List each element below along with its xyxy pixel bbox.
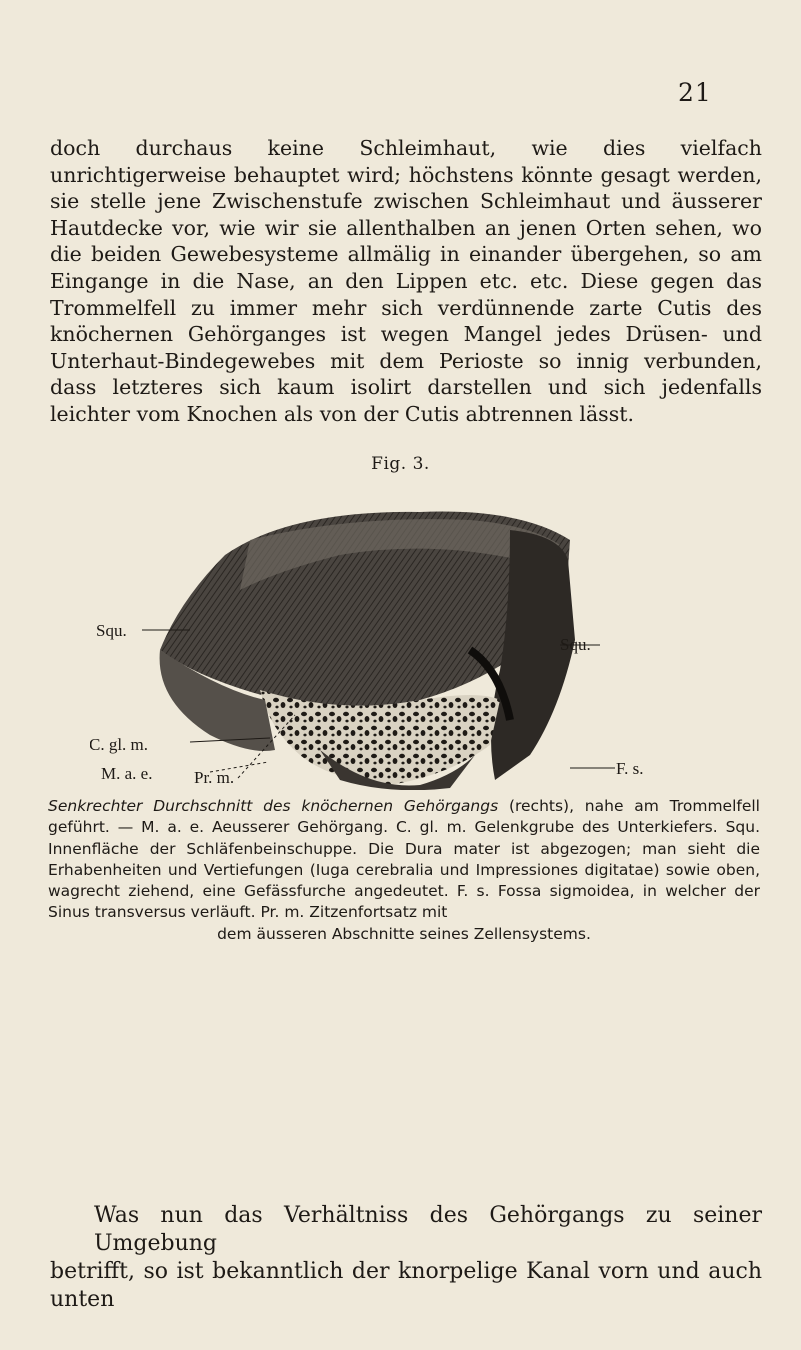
body-paragraph: doch durchaus keine Schleimhaut, wie dies vielfach unrichtigerweise behauptet wird; höchstens könnte gesagt werden, sie stelle jene Zwischenstufe zwischen Schleimhaut und äusserer Hautdecke vor, wie wir sie allenthalben an jenen Orten sehen, wo die beiden Gewebesysteme allmälig in einander übergehen, so am Eingange in die Nase, an den Lippen etc. etc. Diese gegen das Trommelfell zu immer mehr sich verdünnende zarte Cutis des knöchernen Gehörganges ist wegen Mangel jedes Drüsen- und Unterhaut-Bindegewebes mit dem Perioste so innig verbunden, dass letzteres sich kaum isolirt darstellen und sich jedenfalls leichter vom Knochen als von der Cutis abtrennen lässt. xyxy=(50,136,762,426)
caption-last-line: dem äusseren Abschnitte seines Zellensystems. xyxy=(217,924,591,943)
caption-body: (rechts), nahe am Trommelfell geführt. — M. a. e. Aeusserer Gehörgang. C. gl. m. Gelenkgrube des Unterkiefers. Squ. Innenfläche der Schläfenbeinschuppe. Die Dura mater ist abgezogen; man sieht die Erhabenheiten und Vertiefungen (Iuga cerebralia und Impressiones digitatae) sowie oben, wagrecht ziehend, eine Gefässfurche angedeutet. F. s. Fossa sigmoidea, in welcher der Sinus transversus verläuft. Pr. m. Zitzenfortsatz mit xyxy=(48,797,760,922)
label-squ-left: Squ. xyxy=(96,621,127,640)
label-fs: F. s. xyxy=(616,759,644,778)
label-cgl: C. gl. m. xyxy=(90,735,149,754)
paragraph-2-line-1: Was nun das Verhältniss des Gehörgangs zu seiner Umgebung xyxy=(94,1203,762,1256)
label-squ-right: Squ. xyxy=(560,635,591,654)
paragraph-2-line-2: betrifft, so ist bekanntlich der knorpelige Kanal vorn und auch unten xyxy=(50,1259,762,1312)
bone-section-drawing xyxy=(90,500,730,790)
label-mae: M. a. e. xyxy=(101,764,153,783)
figure-caption xyxy=(48,796,760,945)
page-number: 21 xyxy=(678,78,712,107)
figure-illustration xyxy=(90,500,730,790)
body-paragraph-2 xyxy=(50,1202,762,1314)
label-prm: Pr. m. xyxy=(194,768,235,787)
figure-label: Fig. 3. xyxy=(371,454,430,474)
caption-lead: Senkrechter Durchschnitt des knöchernen Gehörgangs xyxy=(48,797,499,815)
